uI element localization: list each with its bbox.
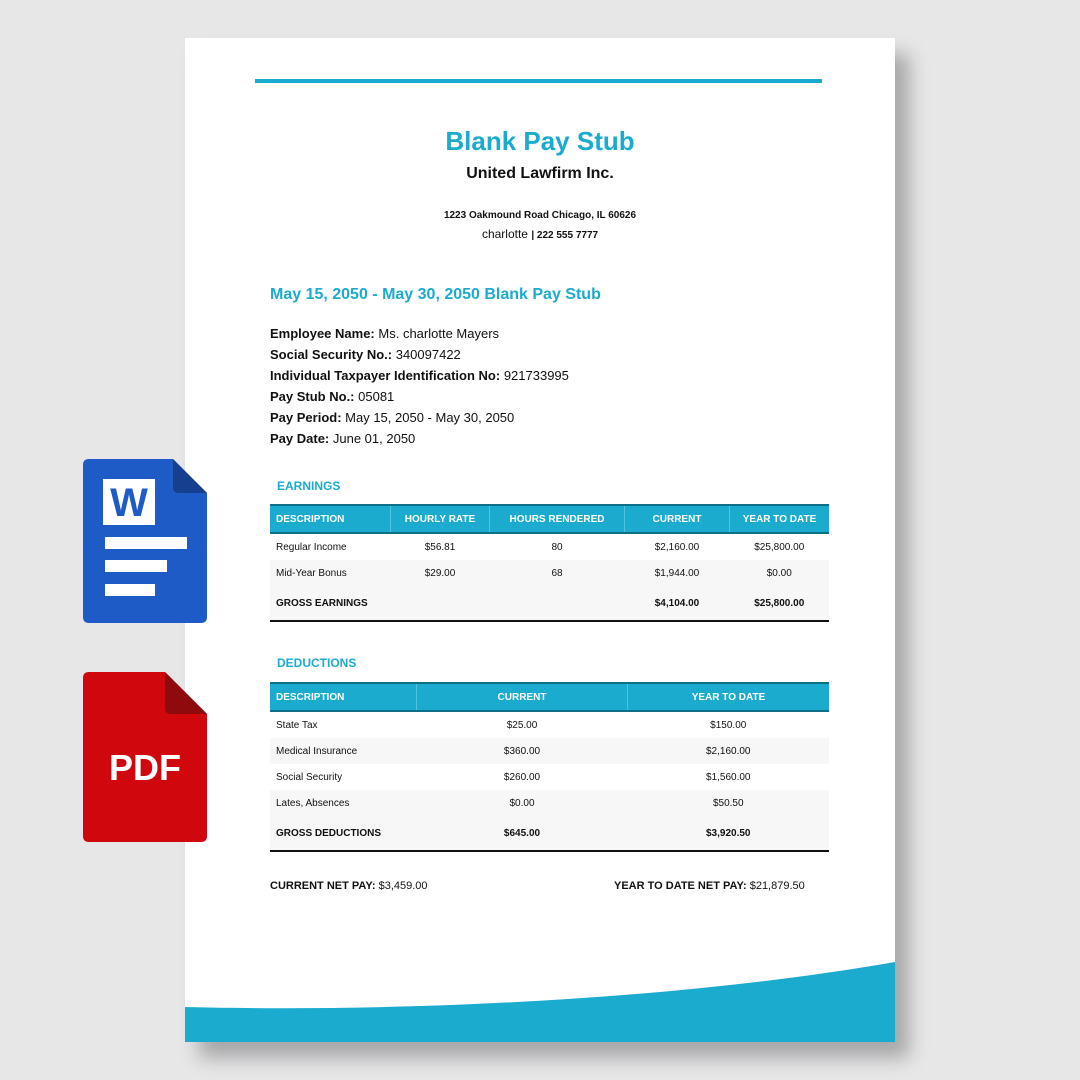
table-cell: $360.00 [417,738,628,764]
pdf-document-icon[interactable] [83,672,207,842]
table-cell: Lates, Absences [270,790,417,816]
pdf-icon-text: PDF [109,747,181,788]
current-net-pay-value: $3,459.00 [378,880,428,892]
table-cell: $4,104.00 [625,586,730,621]
table-row [270,738,829,764]
contact-name: charlotte [481,227,528,241]
column-header: CURRENT [417,683,628,711]
table-cell: $260.00 [417,764,628,790]
table-cell: $645.00 [417,816,628,851]
company-address: 1223 Oakmound Road Chicago, IL 60626 [443,210,637,221]
table-row [270,711,829,738]
table-cell: Social Security [270,764,417,790]
table-cell: $150.00 [628,711,830,738]
word-icon-letter: W [110,481,148,525]
column-header: CURRENT [625,505,730,533]
table-cell [490,586,625,621]
contact-phone: | 222 555 7777 [531,230,599,241]
table-cell: $25.00 [417,711,628,738]
table-cell: $29.00 [391,560,490,586]
column-header: YEAR TO DATE [730,505,830,533]
info-label: Pay Stub No.: [270,389,355,404]
table-cell: $1,560.00 [628,764,830,790]
top-rule [255,79,822,83]
info-value: 340097422 [395,347,461,362]
table-row [270,790,829,816]
table-cell: $0.00 [417,790,628,816]
table-cell: $25,800.00 [730,533,830,560]
table-header-row [270,505,829,533]
earnings-label: EARNINGS [277,479,341,493]
earnings-table [270,504,829,622]
deductions-label: DEDUCTIONS [277,656,357,670]
table-cell: $3,920.50 [628,816,830,851]
info-label: Employee Name: [270,326,375,341]
table-cell: $2,160.00 [628,738,830,764]
table-row [270,560,829,586]
column-header: DESCRIPTION [270,683,417,711]
table-cell: GROSS EARNINGS [270,586,391,621]
table-header-row [270,683,829,711]
document-title: Blank Pay Stub [445,126,635,156]
table-cell: GROSS DEDUCTIONS [270,816,417,851]
column-header: HOURS RENDERED [490,505,625,533]
table-cell [391,586,490,621]
info-label: Individual Taxpayer Identification No: [270,368,501,383]
column-header: DESCRIPTION [270,505,391,533]
ytd-net-pay [614,880,805,892]
pay-period-heading: May 15, 2050 - May 30, 2050 Blank Pay Stub [270,286,601,303]
table-cell: $56.81 [391,533,490,560]
current-net-pay-label: CURRENT NET PAY: [270,880,376,892]
table-cell: $1,944.00 [625,560,730,586]
info-row-employee-name [270,323,569,344]
table-total-row [270,816,829,851]
table-cell: $0.00 [730,560,830,586]
employee-info [270,323,569,449]
info-row-pay-period [270,407,569,428]
word-document-icon[interactable] [83,459,207,623]
info-value: May 15, 2050 - May 30, 2050 [345,410,515,425]
current-net-pay [270,880,428,892]
info-value: Ms. charlotte Mayers [378,326,500,341]
info-row-stub-no [270,386,569,407]
info-row-pay-date [270,428,569,449]
company-contact [185,227,895,241]
table-cell: State Tax [270,711,417,738]
ytd-net-pay-value: $21,879.50 [749,880,805,892]
table-cell: $2,160.00 [625,533,730,560]
info-row-itin [270,365,569,386]
info-value: June 01, 2050 [332,431,416,446]
table-total-row [270,586,829,621]
table-cell: Mid-Year Bonus [270,560,391,586]
table-row [270,533,829,560]
info-row-ssn [270,344,569,365]
column-header: HOURLY RATE [391,505,490,533]
info-value: 05081 [358,389,395,404]
ytd-net-pay-label: YEAR TO DATE NET PAY: [614,880,747,892]
column-header: YEAR TO DATE [628,683,830,711]
table-cell: $25,800.00 [730,586,830,621]
company-name: United Lawfirm Inc. [466,165,614,182]
table-row [270,764,829,790]
table-cell: 80 [490,533,625,560]
info-label: Social Security No.: [270,347,393,362]
info-value: 921733995 [503,368,569,383]
table-cell: $50.50 [628,790,830,816]
table-cell: 68 [490,560,625,586]
table-cell: Regular Income [270,533,391,560]
info-label: Pay Period: [270,410,342,425]
table-cell: Medical Insurance [270,738,417,764]
footer-wave [185,962,895,1042]
deductions-table [270,682,829,852]
pay-stub-page [185,38,895,1042]
info-label: Pay Date: [270,431,330,446]
